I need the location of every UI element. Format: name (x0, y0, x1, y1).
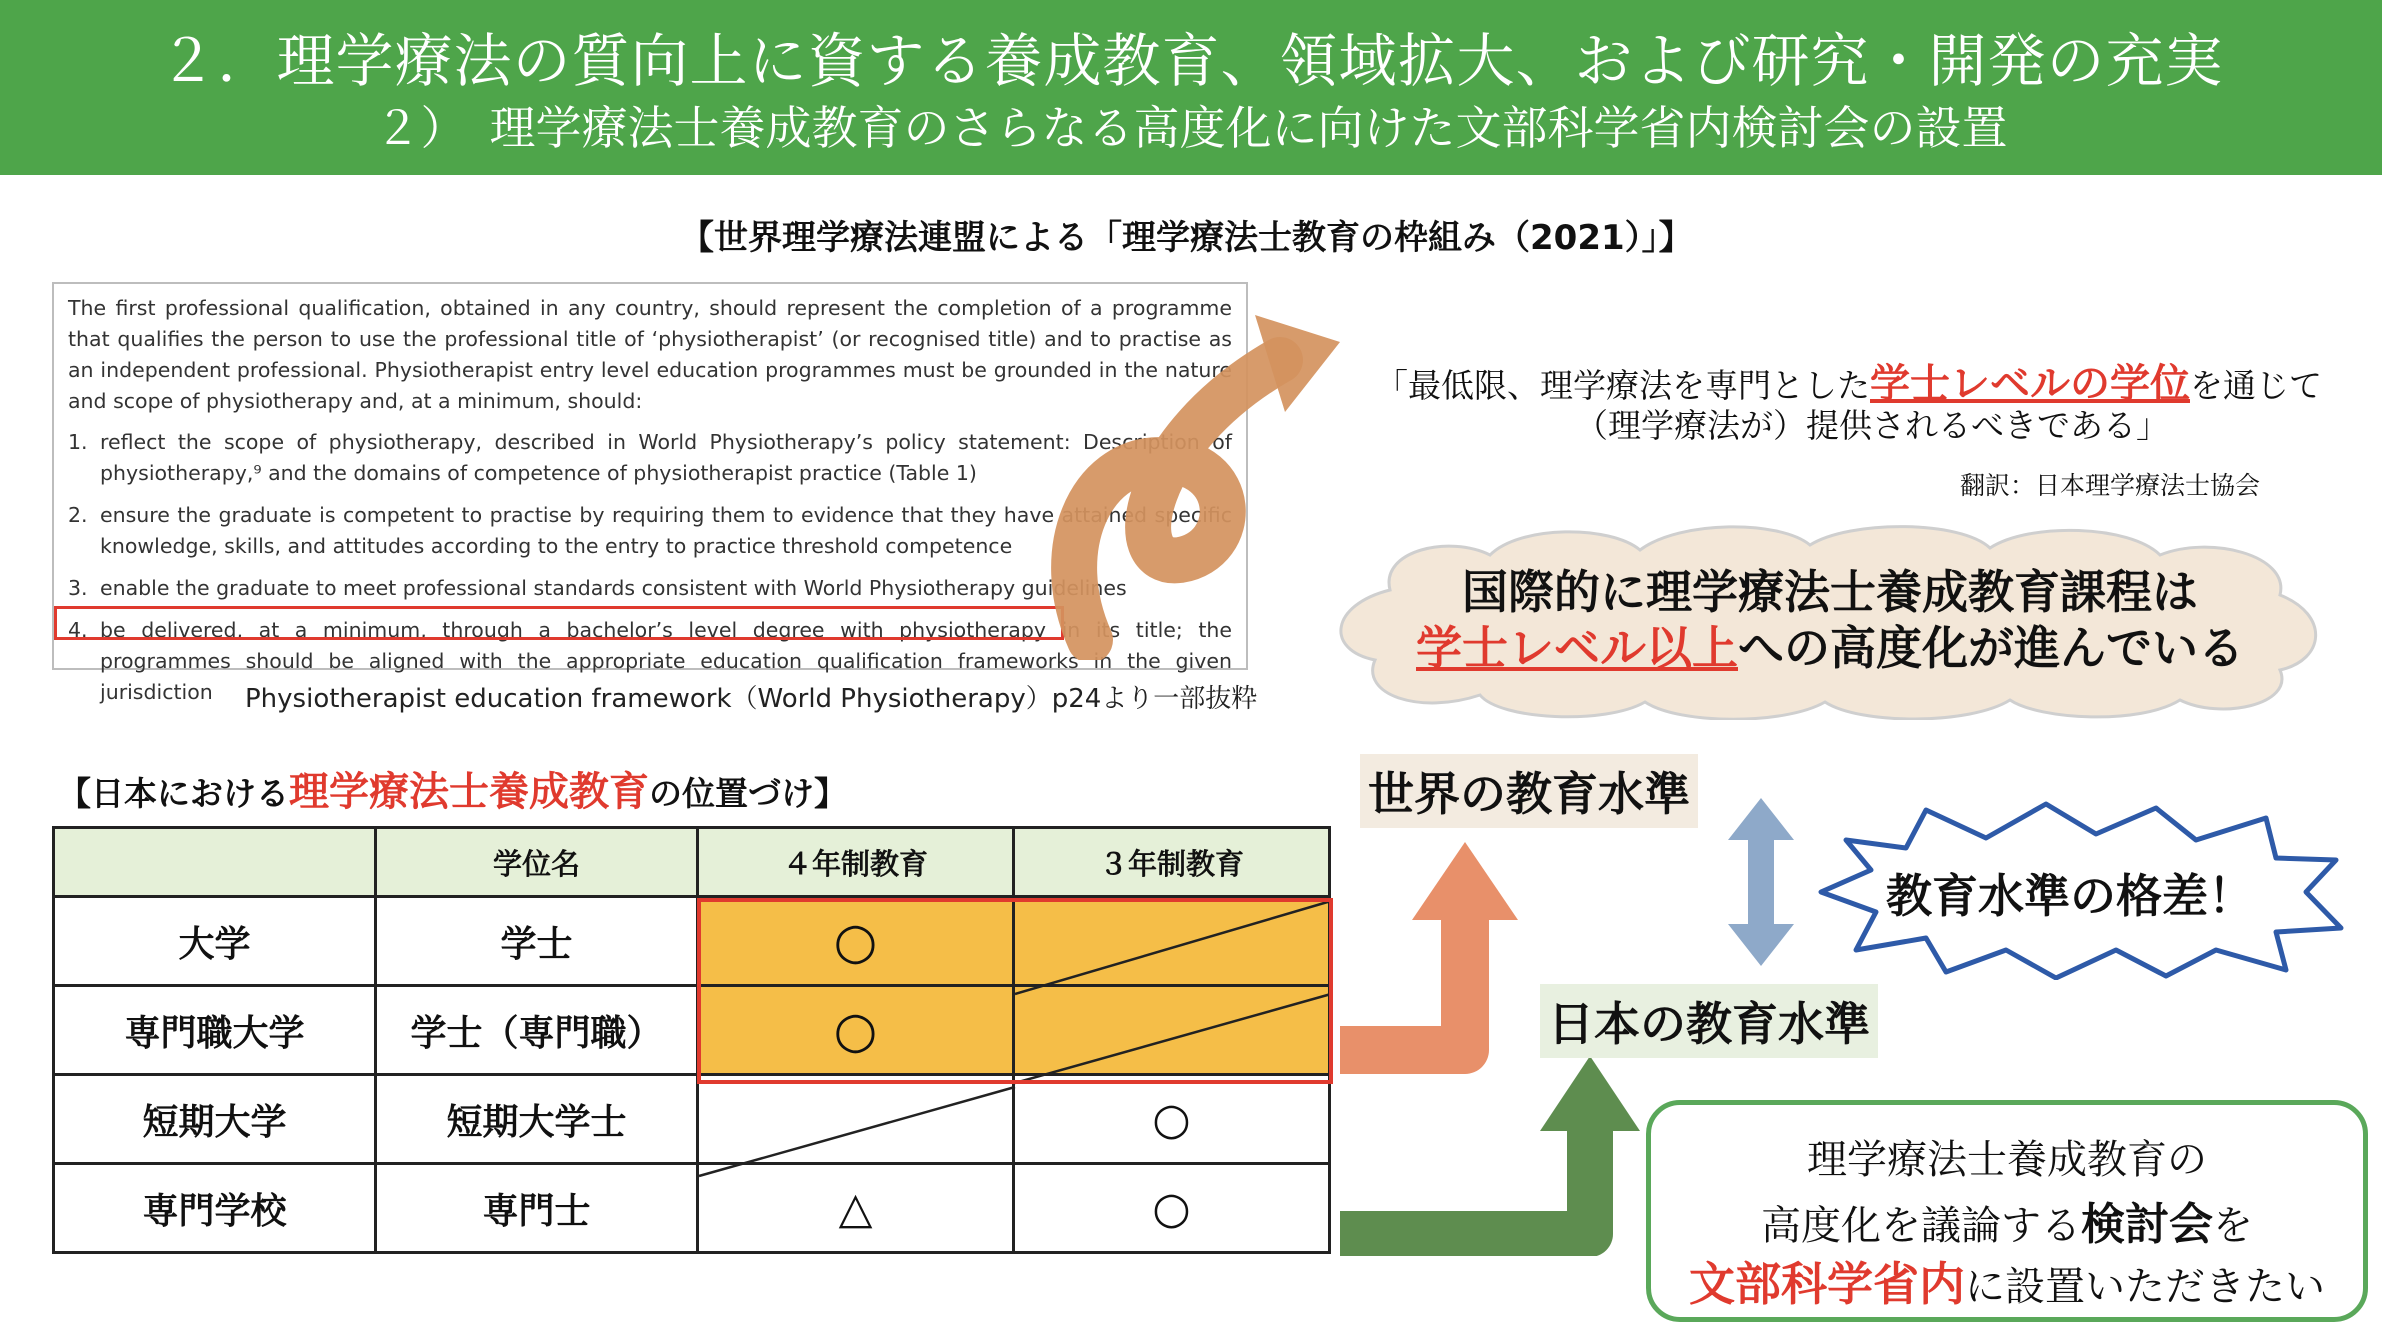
item-4-highlight (54, 606, 1064, 640)
table-row (54, 1164, 1330, 1253)
header-cell: ３年制教育 (1014, 828, 1330, 897)
double-arrow-icon (1726, 798, 1796, 966)
excerpt-item-text: ensure the graduate is competent to practise by requiring them to evidence that they have attained specific knowledge, skills, and attitudes according to the entry to practice threshold competence (100, 503, 1232, 558)
degree-cell: 学士 (376, 897, 698, 986)
cloud-emphasis: 学士レベル以上 (1416, 621, 1738, 675)
excerpt-intro: The first professional qualification, obtained in any country, should represent the completion of a programme that qualifies the person to use the professional title of ‘physiotherapist’ (or recognised title) and to practise as an independent professional. Physiotherapist entry level education programmes must be grounded in the nature and scope of physiotherapy and, at a minimum, should: (68, 296, 1232, 413)
proposal-emphasis-red: 文部科学省内 (1689, 1257, 1965, 1311)
header-cell: 学位名 (376, 828, 698, 897)
quote-emphasis: 学士レベルの学位 (1870, 361, 2190, 407)
excerpt-item-number: 4. (68, 618, 88, 642)
excerpt-item-number: 3. (68, 576, 88, 600)
excerpt-item-number: 2. (68, 503, 88, 527)
three-year-cell: ○ (1014, 1075, 1330, 1164)
institution-cell: 専門職大学 (54, 986, 376, 1075)
proposal-line-3 (1646, 1248, 2368, 1314)
degree-cell: 学士（専門職） (376, 986, 698, 1075)
page-subtitle: ２） 理学療法士養成教育のさらなる高度化に向けた文部科学省内検討会の設置 (374, 101, 2008, 155)
cloud-line-1: 国際的に理学療法士養成教育課程は (1462, 565, 2198, 619)
cloud-text: への高度化が進んでいる (1738, 621, 2244, 675)
excerpt-item-text: reflect the scope of physiotherapy, described in World Physiotherapy’s policy statement: Description of physiotherapy,⁹ and the domains of competence of physiotherapist practice (Table 1) (100, 430, 1232, 485)
quote-text: を通じて (2190, 366, 2322, 405)
page-title: ２．理学療法の質向上に資する養成教育、領域拡大、および研究・開発の充実 (158, 27, 2224, 95)
four-year-cell (698, 1075, 1014, 1164)
up-arrow-green-icon (1340, 1056, 1640, 1256)
table-row (54, 1075, 1330, 1164)
heading-emphasis: 理学療法士養成教育 (289, 769, 649, 815)
gap-label: 教育水準の格差！ (1886, 869, 2254, 923)
quote-line-2: （理学療法が）提供されるべきである」 (1575, 406, 2169, 445)
heading-text: 【日本における (58, 774, 289, 813)
translator-credit: 翻訳：日本理学療法士協会 (1960, 471, 2261, 500)
excerpt-item-text: enable the graduate to meet professional standards consistent with World Physiotherapy guidelines (100, 576, 1127, 600)
header-cell: ４年制教育 (698, 828, 1014, 897)
three-year-cell: ○ (1014, 1164, 1330, 1253)
proposal-text: を (2213, 1203, 2253, 1249)
framework-heading: 【世界理学療法連盟による「理学療法士教育の枠組み（2021）」】 (680, 218, 1693, 258)
institution-cell: 大学 (54, 897, 376, 986)
excerpt-item-text: be delivered, at a minimum, through a bachelor’s level degree with physiotherapy in its title; the programmes should be aligned with the appropriate education qualification frameworks in the given jurisdiction (100, 618, 1232, 704)
up-arrow-orange-icon (1340, 840, 1540, 1090)
institution-cell: 専門学校 (54, 1164, 376, 1253)
quote-text: 「最低限、理学療法を専門とした (1375, 366, 1870, 405)
cloud-line-2 (1330, 612, 2330, 678)
proposal-line-1: 理学療法士養成教育の (1807, 1137, 2207, 1183)
degree-cell: 短期大学士 (376, 1075, 698, 1164)
excerpt-caption: Physiotherapist education framework（World Physiotherapy）p24より一部抜粋 (245, 684, 1258, 714)
proposal-text: 高度化を議論する (1761, 1203, 2081, 1249)
four-year-cell: ○ (698, 897, 1014, 986)
japan-heading (58, 760, 847, 817)
institution-cell: 短期大学 (54, 1075, 376, 1164)
header-cell (54, 828, 376, 897)
proposal-text: に設置いただきたい (1965, 1264, 2325, 1310)
table-header-row (54, 828, 1330, 897)
world-standard-label: 世界の教育水準 (1360, 754, 1698, 828)
japan-standard-label: 日本の教育水準 (1540, 984, 1878, 1058)
excerpt-item-number: 1. (68, 430, 88, 454)
proposal-emphasis: 検討会 (2081, 1199, 2213, 1250)
degree-cell: 専門士 (376, 1164, 698, 1253)
bachelor-level-frame (697, 898, 1333, 1084)
curved-arrow-icon (1030, 300, 1370, 660)
proposal-line-2 (1646, 1188, 2368, 1252)
four-year-cell: ○ (698, 986, 1014, 1075)
four-year-cell: △ (698, 1164, 1014, 1253)
heading-text: の位置づけ】 (649, 774, 847, 813)
